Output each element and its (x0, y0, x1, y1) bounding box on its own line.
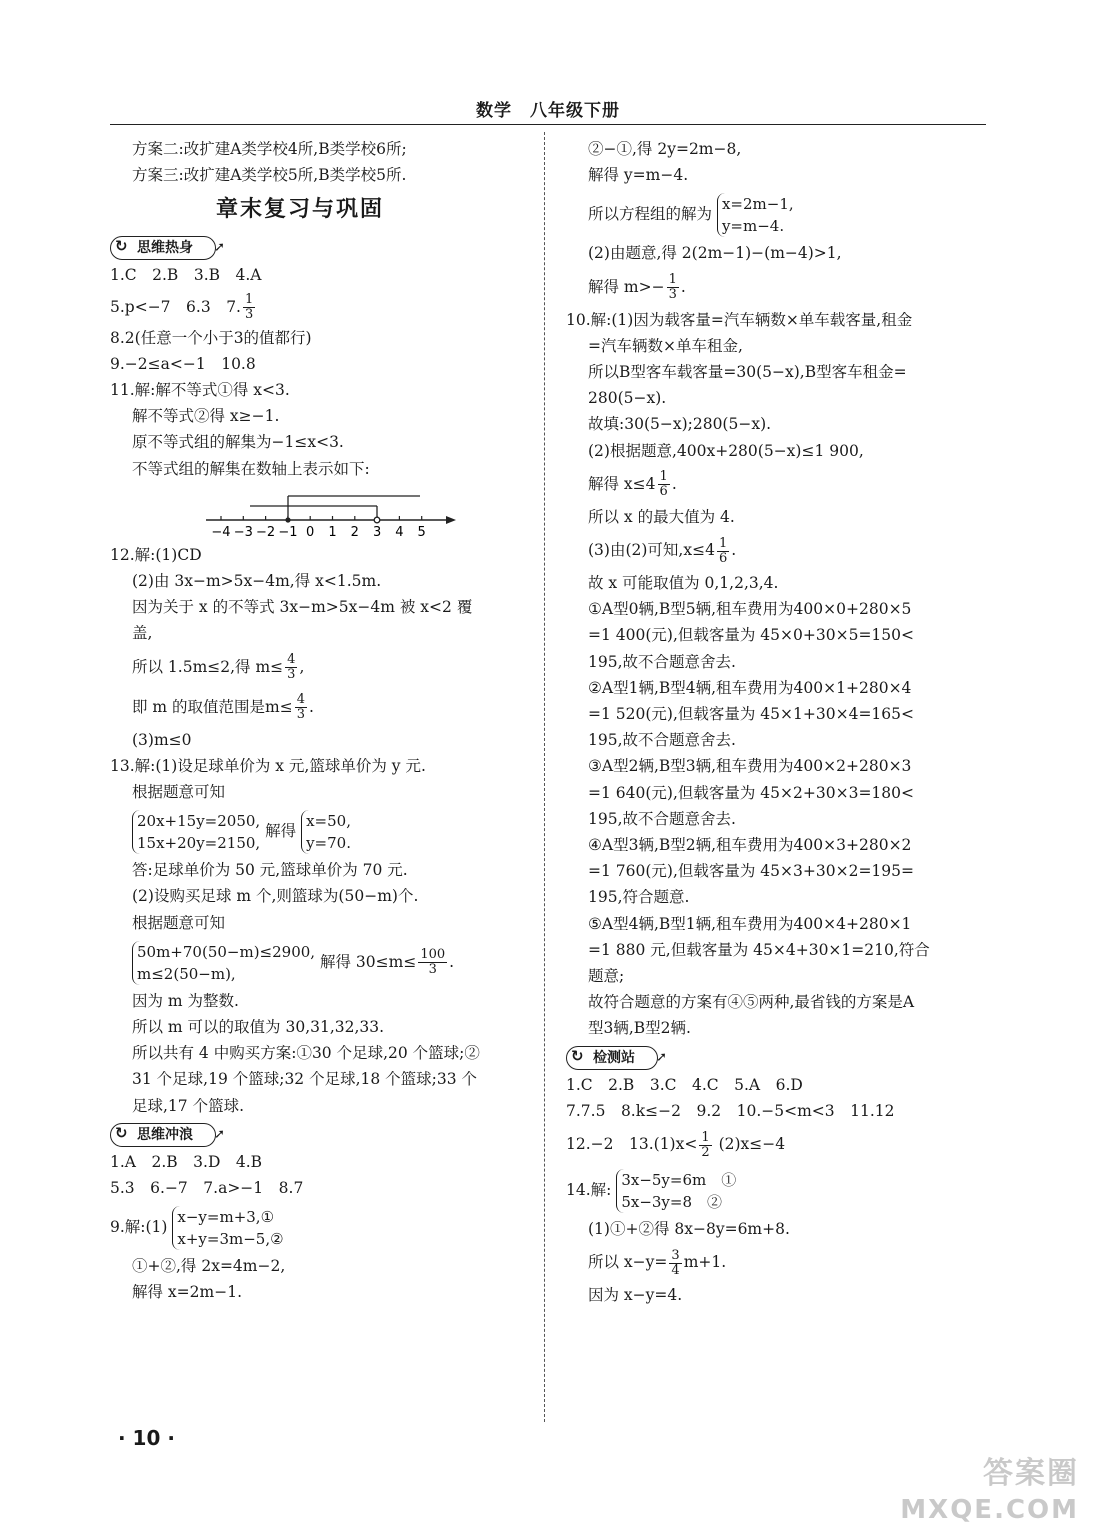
header-rule (110, 124, 986, 125)
tick-label: −4 (211, 524, 231, 540)
watermark-logo (900, 1456, 1079, 1528)
axis-arrow-icon (446, 516, 456, 524)
answer-line: 型3辆,B型2辆. (588, 1019, 691, 1038)
answer-line: 不等式组的解集在数轴上表示如下: (132, 459, 370, 478)
equation: y=m−4. (721, 217, 785, 236)
text-line: 方案二:改扩建A类学校4所,B类学校6所; (132, 140, 407, 158)
section-badge-surf (110, 1123, 225, 1147)
answer-line: 所以共有 4 中购买方案:①30 个足球,20 个篮球;② (132, 1044, 480, 1063)
badge-label: 思维冲浪 (137, 1126, 193, 1143)
page-header: 数学 八年级下册 (476, 101, 620, 121)
answer-line: 盖, (132, 624, 153, 643)
answer-line: 195,符合题意. (588, 888, 690, 907)
answer-line: =1 880 元,但载客量为 45×4+30×1=210,符合 (588, 940, 930, 959)
answer-line: ①A型0辆,B型5辆,租车费用为400×0+280×5 (588, 600, 912, 619)
numerator: 1 (245, 292, 254, 308)
badge-label: 检测站 (593, 1049, 635, 1066)
answer-line (566, 1242, 986, 1282)
answer-line: ⑤A型4辆,B型1辆,租车费用为400×4+280×1 (588, 914, 912, 933)
answer-line: 根据题意可知 (132, 783, 226, 802)
answer-line: 31 个足球,19 个篮球;32 个足球,18 个篮球;33 个 (132, 1070, 478, 1089)
equation-system-line (566, 188, 986, 240)
number-line-svg (110, 482, 530, 542)
fraction (669, 1249, 681, 1278)
answer-line: 所以 m 可以的取值为 30,31,32,33. (132, 1018, 385, 1037)
answer-line: 8.2(任意一个小于3的值都行) (110, 328, 312, 347)
equation: 20x+15y=2050, (137, 812, 261, 831)
denominator: 6 (718, 550, 728, 566)
equation: x=50, (306, 812, 351, 831)
fraction (717, 537, 729, 566)
answer-line: ②−①,得 2y=2m−8, (588, 140, 742, 158)
answer-line: =1 400(元),但载客量为 45×0+30×5=150< (588, 626, 914, 645)
equation: 5x−3y=8 ② (621, 1193, 723, 1212)
answer-line: 13.解:(1)设足球单价为 x 元,篮球单价为 y 元. (110, 756, 426, 775)
equation-system (132, 941, 315, 985)
answer-text: (2)x≤−4 (718, 1135, 786, 1154)
answer-line: 所以B型客车载客量=30(5−x),B型客车租金= (588, 363, 907, 382)
answer-line: 所以 x 的最大值为 4. (588, 507, 735, 526)
section-badge-test (566, 1046, 667, 1070)
answer-line: (1)①+②得 8x−8y=6m+8. (588, 1220, 790, 1239)
answer-line: 10.解:(1)因为载客量=汽车辆数×单车载客量,租金 (566, 310, 913, 329)
numerator: 1 (701, 1129, 710, 1145)
tick-label: 5 (417, 524, 426, 540)
tick-label: 0 (306, 524, 315, 540)
answer-line: ③A型2辆,B型3辆,租车费用为400×2+280×3 (588, 757, 912, 776)
answer-line: 答:足球单价为 50 元,篮球单价为 70 元. (132, 861, 408, 880)
denominator: 2 (701, 1144, 710, 1160)
swirl-icon: ➚ (214, 240, 225, 256)
equation-system-line: 50m+70(50−m)≤2900, m≤2(50−m), 解得 30≤m≤ $\frac{100}{3}$ . (110, 936, 530, 988)
answer-text: 5.p<−7 6.3 7. (110, 297, 241, 316)
equation-system (132, 810, 260, 854)
numerator: 1 (718, 535, 728, 551)
equation: 50m+70(50−m)≤2900, (137, 942, 316, 961)
answer-line: (3)m≤0 (132, 730, 192, 749)
answer-line: 解得 m>− $\frac{1}{3}$ . (588, 272, 686, 303)
equation-system-line (110, 1201, 530, 1253)
answer-line: 12.解:(1)CD (110, 545, 202, 564)
denominator: 3 (296, 707, 306, 723)
answer-line: 足球,17 个篮球. (132, 1096, 245, 1115)
answer-line: ②A型1辆,B型4辆,租车费用为400×1+280×4 (588, 678, 912, 697)
tick-label: −1 (278, 524, 298, 540)
answer-line: (2)根据题意,400x+280(5−x)≤1 900, (588, 441, 864, 460)
number-line-figure (110, 482, 530, 542)
answer-text: 所以 1.5m≤2,得 m≤ (132, 657, 284, 676)
answer-line: 7.7.5 8.k≤−2 9.2 10.−5<m<3 11.12 (566, 1101, 895, 1120)
answer-line: 解得 x≤4 $\frac{1}{6}$ . (588, 469, 677, 500)
section-title: 章末复习与巩固 (215, 197, 384, 223)
numerator: 3 (671, 1247, 680, 1263)
equation-system (301, 810, 351, 854)
text-line: 方案三:改扩建A类学校5所,B类学校5所. (132, 166, 407, 185)
equation: x=2m−1, (721, 195, 794, 214)
denominator: 6 (659, 484, 668, 500)
answer-line: ④A型3辆,B型2辆,租车费用为400×3+280×2 (588, 836, 912, 855)
answer-text: 解得 x≤4 (588, 474, 656, 493)
answer-line: 解不等式②得 x≥−1. (132, 407, 280, 426)
answer-line: 即 m 的取值范围是m≤ $\frac{4}{3}$ . (132, 692, 314, 723)
tick-label: 4 (395, 524, 404, 540)
watermark-en: MXQE.COM (900, 1495, 1079, 1525)
fraction (418, 948, 447, 977)
equation-system-line (110, 805, 530, 857)
open-point (374, 517, 380, 523)
answer-line: 故 x 可能取值为 0,1,2,3,4. (588, 574, 779, 593)
tick-label: −3 (233, 524, 253, 540)
denominator: 4 (671, 1262, 680, 1278)
equation: x−y=m+3,① (177, 1208, 275, 1227)
answer-line: 解得 x=2m−1. (132, 1283, 242, 1302)
denominator: 3 (287, 667, 296, 683)
closed-point (285, 517, 290, 522)
answer-text: 解得 30≤m≤ (320, 952, 417, 971)
swirl-icon: ➚ (656, 1049, 667, 1065)
column-divider (544, 132, 545, 1422)
numerator: 1 (659, 469, 668, 485)
curved-arrow-icon: ↻ (115, 1123, 128, 1142)
answer-text: 14.解: (566, 1181, 612, 1200)
answer-line: 1.C 2.B 3.C 4.C 5.A 6.D (566, 1075, 803, 1094)
equation: x+y=3m−5,② (177, 1230, 284, 1249)
section-badge-warmup (110, 236, 225, 260)
answer-text: 解得 m>− (588, 277, 665, 296)
answer-line: 题意; (588, 967, 625, 986)
answer-line: =1 520(元),但载客量为 45×1+30×4=165< (588, 705, 914, 724)
answer-line: 根据题意可知 (132, 913, 226, 932)
swirl-icon: ➚ (214, 1126, 225, 1142)
answer-text: 所以方程组的解为 (588, 205, 713, 224)
equation: 3x−5y=6m ① (621, 1171, 737, 1190)
answer-line: 原不等式组的解集为−1≤x<3. (132, 433, 344, 452)
equation: 15x+20y=2150, (137, 834, 261, 853)
fraction (658, 470, 670, 499)
watermark-cn: 答案圈 (983, 1456, 1079, 1491)
tick-label: −2 (256, 524, 276, 540)
denominator: 3 (245, 307, 254, 323)
denominator: 3 (428, 962, 437, 978)
fraction (295, 693, 307, 722)
answer-text: 所以 x−y= (588, 1253, 668, 1272)
answer-line: 故符合题意的方案有④⑤两种,最省钱的方案是A (588, 993, 915, 1012)
equation: y=70. (306, 834, 351, 853)
numerator: 1 (668, 272, 677, 288)
answer-line: (2)由题意,得 2(2m−1)−(m−4)>1, (588, 244, 842, 263)
answer-line: ①+②,得 2x=4m−2, (132, 1257, 286, 1276)
tick-label: 2 (350, 524, 359, 540)
answer-line (566, 1124, 986, 1164)
answer-text: 9.解:(1) (110, 1218, 168, 1237)
answer-line: 195,故不合题意舍去. (588, 809, 736, 828)
tick-label: 1 (328, 524, 337, 540)
answer-text: m+1. (683, 1253, 727, 1272)
answer-line: 195,故不合题意舍去. (588, 652, 736, 671)
answer-line: 195,故不合题意舍去. (588, 731, 736, 750)
answer-line: (2)设购买足球 m 个,则篮球为(50−m)个. (132, 887, 419, 906)
answer-text: 即 m 的取值范围是m≤ (132, 697, 293, 716)
answer-line: (2)由 3x−m>5x−4m,得 x<1.5m. (132, 572, 382, 591)
answer-line: (3)由(2)可知,x≤4 $\frac{1}{6}$ . (588, 535, 737, 566)
answer-line: 因为 x−y=4. (588, 1286, 683, 1305)
equation-system (616, 1169, 736, 1213)
answer-line: 因为 m 为整数. (132, 991, 239, 1010)
curved-arrow-icon: ↻ (571, 1046, 584, 1065)
answer-text: (3)由(2)可知,x≤4 (588, 541, 715, 560)
numerator: 4 (296, 692, 306, 708)
answer-text: 解得 (265, 822, 297, 841)
equation-system (717, 193, 794, 237)
equation-system-line (566, 1164, 986, 1216)
answer-line: 1.A 2.B 3.D 4.B (110, 1152, 263, 1171)
answer-line: 1.C 2.B 3.B 4.A (110, 266, 262, 285)
fraction (243, 293, 255, 322)
badge-label: 思维热身 (137, 240, 193, 257)
fraction (285, 653, 297, 682)
answer-line: 故填:30(5−x);280(5−x). (588, 415, 772, 434)
numerator: 4 (287, 652, 296, 668)
answer-line: 11.解:解不等式①得 x<3. (110, 381, 290, 400)
fraction (667, 273, 679, 302)
curved-arrow-icon: ↻ (115, 237, 128, 256)
answer-line: =汽车辆数×单车租金, (588, 336, 743, 355)
answer-line: =1 760(元),但载客量为 45×3+30×2=195= (588, 862, 914, 881)
answer-line: 280(5−x). (588, 389, 667, 408)
answer-line: =1 640(元),但载客量为 45×2+30×3=180< (588, 783, 914, 802)
left-column (110, 136, 530, 1306)
fraction (699, 1131, 711, 1160)
equation-system (172, 1206, 283, 1250)
denominator: 3 (668, 287, 677, 303)
equation: m≤2(50−m), (137, 964, 236, 983)
answer-line: 因为关于 x 的不等式 3x−m>5x−4m 被 x<2 覆 (132, 598, 473, 617)
tick-label: 3 (372, 524, 382, 540)
page-number: · 10 · (118, 1426, 175, 1450)
right-column (566, 136, 986, 1309)
answer-line (110, 289, 530, 325)
answer-line: 5.3 6.−7 7.a>−1 8.7 (110, 1179, 304, 1198)
answer-line: 解得 y=m−4. (588, 166, 689, 185)
answer-text: 12.−2 13.(1)x< (566, 1135, 698, 1154)
answer-line: 所以 1.5m≤2,得 m≤ $\frac{4}{3}$ , (132, 652, 305, 683)
answer-line: 9.−2≤a<−1 10.8 (110, 354, 256, 373)
numerator: 100 (420, 947, 446, 963)
